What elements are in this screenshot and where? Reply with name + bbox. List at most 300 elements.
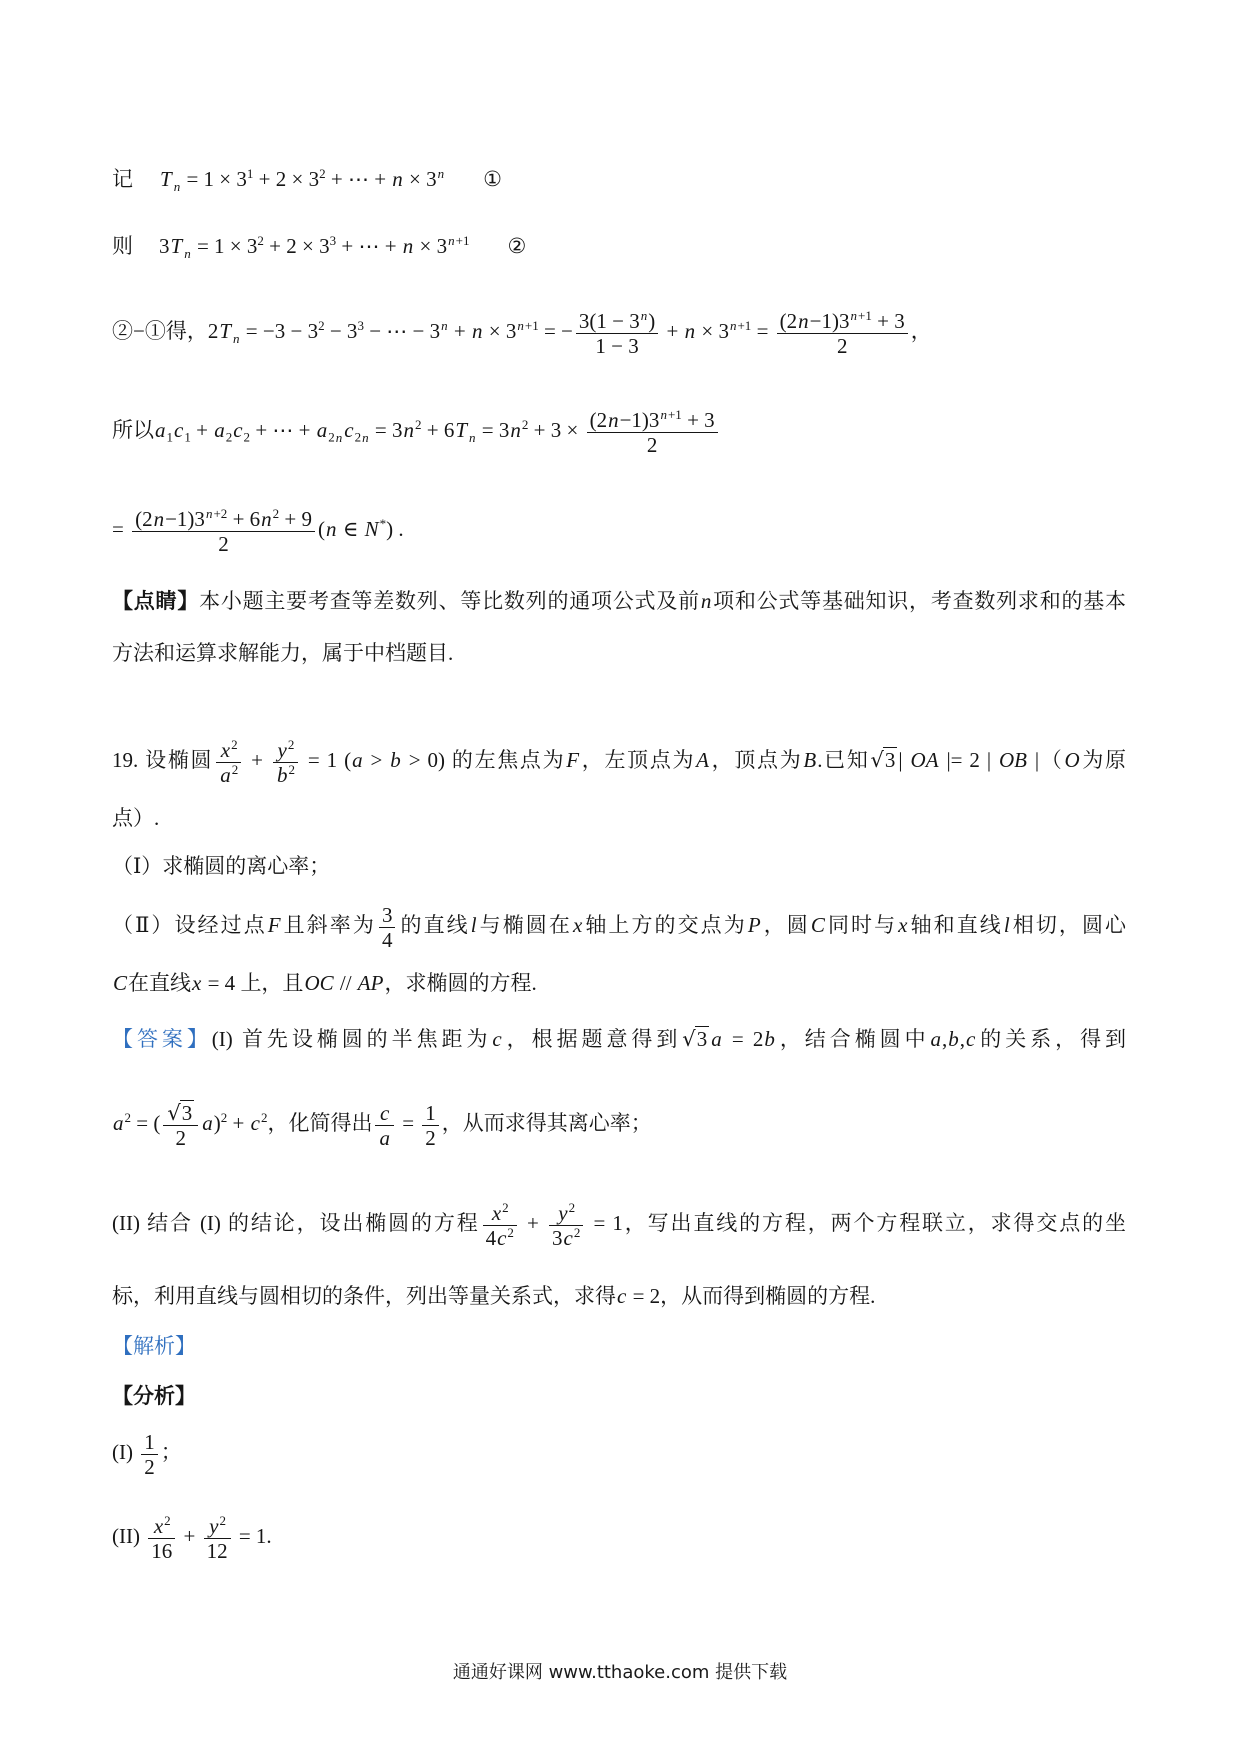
text-run: 2 <box>144 1454 155 1479</box>
math-variable: T <box>219 319 232 343</box>
math-variable: c <box>174 418 184 442</box>
text-run: = <box>396 1111 420 1135</box>
problem-19-part-2-line-2 <box>112 968 1126 998</box>
analysis-heading <box>112 1381 1126 1411</box>
math-variable: n <box>729 318 737 334</box>
math-variable: T <box>160 167 172 191</box>
math-variable: A <box>696 748 709 772</box>
text-run: 3 <box>381 902 393 927</box>
radicand <box>180 1100 195 1125</box>
fraction-numerator <box>273 738 298 763</box>
text-run: ) . <box>386 517 404 541</box>
text-run: ，从而求得其离心率； <box>441 1111 652 1135</box>
text-run: * <box>379 516 387 532</box>
text-run: ，求椭圆的方程. <box>384 971 537 995</box>
text-run: | <box>898 748 910 772</box>
text-run: − 3 <box>324 319 358 343</box>
fraction-numerator <box>587 408 718 433</box>
fraction <box>216 738 241 787</box>
text-run: 为原 <box>1080 748 1127 772</box>
math-variable: x <box>491 1200 502 1225</box>
fraction-numerator <box>422 1101 439 1126</box>
math-variable: x <box>220 737 231 762</box>
math-variable: AP <box>357 971 384 995</box>
math-variable: c <box>233 418 243 442</box>
math-variable: a <box>316 418 328 442</box>
text-run: ，左顶点为 <box>580 748 696 772</box>
equation-subtraction <box>112 307 1126 358</box>
fraction <box>375 1101 394 1150</box>
math-variable: C <box>113 971 128 995</box>
superscript <box>288 762 295 777</box>
fraction-numerator <box>132 507 315 532</box>
text-run: + <box>244 748 270 772</box>
math-variable: n <box>261 506 272 531</box>
text-run: > 0) 的左焦点为 <box>401 748 566 772</box>
text-run: +1 <box>737 318 752 334</box>
text-run: +1 <box>524 318 539 334</box>
math-variable: n <box>608 407 619 432</box>
fraction-numerator <box>777 309 908 334</box>
radical-sign: √ <box>870 748 884 772</box>
math-variable: c <box>492 1027 502 1051</box>
text-run: 12 <box>206 1538 228 1563</box>
text-run: = 1 × 3 <box>181 167 247 191</box>
text-run: (I) <box>112 1440 139 1464</box>
text-run: 同时与 <box>825 913 898 937</box>
text-run: 1 <box>246 166 254 182</box>
math-variable: n <box>184 245 191 261</box>
text-run: 2 <box>260 1110 268 1126</box>
fraction <box>204 1514 231 1563</box>
text-run: ) <box>213 1111 221 1135</box>
text-run: (2 <box>135 506 153 531</box>
fraction-numerator <box>163 1101 198 1126</box>
fraction-denominator <box>375 1126 394 1150</box>
answer-line-4 <box>112 1281 1126 1311</box>
text-run: // <box>334 971 357 995</box>
text-run: 1 − 3 <box>595 333 639 358</box>
text-run: + ⋯ + <box>325 167 392 191</box>
text-run: ，结合椭圆中 <box>775 1027 930 1051</box>
text-run: +1 <box>667 406 682 422</box>
text-run: 2 <box>568 1199 576 1215</box>
fraction-denominator <box>148 1539 175 1563</box>
text-run: 方法和运算求解能力，属于中档题目. <box>112 641 454 665</box>
text-run: ，顶点为 <box>710 748 803 772</box>
math-variable: a <box>202 1111 213 1135</box>
math-variable: x <box>192 971 202 995</box>
text-run: 2 <box>425 1125 436 1150</box>
text-run: ， <box>910 319 932 343</box>
text-run: = 1 × 3 <box>191 234 258 258</box>
text-run: + <box>178 1524 201 1548</box>
text-run: |（ <box>1028 748 1064 772</box>
text-run: −1)3 <box>619 407 660 432</box>
math-variable: c <box>380 1100 390 1125</box>
fraction <box>483 1201 517 1250</box>
fraction-denominator <box>204 1539 231 1563</box>
math-variable: a <box>220 762 231 787</box>
text-run: + 2 × 3 <box>263 234 330 258</box>
text-run: + ⋯ + <box>250 418 316 442</box>
text-run: 2 <box>207 319 219 343</box>
text-run: 2 <box>414 417 422 433</box>
text-run: = <box>751 319 774 343</box>
text-run: 2 <box>124 1110 132 1126</box>
superscript <box>231 737 238 752</box>
fraction-denominator <box>422 1126 439 1150</box>
problem-19-line-1 <box>112 736 1127 787</box>
superscript <box>507 1225 514 1240</box>
subscript <box>355 430 370 445</box>
equation-result <box>112 505 1126 556</box>
text-run: = 1 ( <box>300 748 352 772</box>
text-run: (I) 首先设椭圆的半焦距为 <box>211 1027 492 1051</box>
text-run: 2 <box>288 761 295 777</box>
math-variable: n <box>660 406 667 422</box>
math-variable: x <box>898 913 908 937</box>
text-run: 的直线 <box>398 913 470 937</box>
math-variable: a <box>379 1125 390 1150</box>
text-run: 且斜率为 <box>281 913 376 937</box>
problem-19-line-2 <box>112 803 1126 833</box>
math-variable: a <box>711 1027 722 1051</box>
text-run: (2 <box>589 407 608 432</box>
superscript <box>516 318 538 333</box>
radicand <box>883 747 898 772</box>
text-run: (II) <box>112 1524 146 1548</box>
text-run: 3 <box>696 1027 708 1051</box>
answer-line-3 <box>112 1199 1126 1250</box>
text-run: 2 <box>231 761 239 777</box>
section-tag: 【答案】 <box>112 1027 212 1051</box>
fraction <box>587 408 718 457</box>
math-variable: c <box>497 1225 507 1250</box>
text-run: +1 <box>455 233 470 249</box>
fraction <box>132 507 315 556</box>
text-run: + <box>519 1211 546 1235</box>
math-variable: F <box>267 913 281 937</box>
text-run: 3 <box>329 233 337 249</box>
fraction-denominator <box>777 334 908 358</box>
section-tag: 【分析】 <box>112 1384 196 1408</box>
text-run: +1 <box>858 307 872 323</box>
math-variable: N <box>364 517 379 541</box>
equation-number: ① <box>483 167 502 191</box>
text-run: 2 <box>507 1224 514 1240</box>
math-variable: n <box>469 429 476 445</box>
result-part-1 <box>112 1429 1126 1479</box>
math-variable: OB <box>999 748 1027 772</box>
superscript <box>437 166 446 181</box>
math-variable: n <box>510 418 521 442</box>
text-run: （Ⅱ）设经过点 <box>112 913 267 937</box>
text-run: + 3 <box>681 407 715 432</box>
math-variable: n <box>392 167 403 191</box>
comment-paragraph-line-1 <box>112 586 1126 616</box>
text-run: + <box>227 1111 250 1135</box>
math-variable: n <box>437 166 445 182</box>
math-variable: n <box>173 178 181 194</box>
fraction-numerator <box>204 1514 231 1539</box>
math-variable: n <box>153 506 165 531</box>
comment-paragraph-line-2 <box>112 638 1126 668</box>
math-variable: a <box>352 748 363 772</box>
text-run: 相切，圆心 <box>1010 913 1127 937</box>
text-run: 3 <box>884 748 896 772</box>
fraction <box>777 309 908 358</box>
math-variable: n <box>335 429 343 445</box>
text-run: + 3 <box>871 308 905 333</box>
fraction-numerator <box>216 738 241 763</box>
math-variable: n <box>326 517 337 541</box>
math-variable: T <box>170 234 183 258</box>
math-variable: b <box>276 762 288 787</box>
math-variable: c <box>617 1284 627 1308</box>
fraction <box>163 1101 198 1150</box>
fraction-denominator <box>273 763 298 787</box>
superscript <box>288 737 295 752</box>
problem-19-part-2-line-1 <box>112 902 1127 952</box>
text-run: 2 <box>646 432 658 457</box>
text-run: 1 <box>166 429 174 445</box>
text-run: = 1. <box>233 1524 272 1548</box>
text-run: + <box>190 418 214 442</box>
math-variable: c <box>250 1111 260 1135</box>
text-run: ，根据题意得到 <box>502 1027 682 1051</box>
radical-sign: √ <box>682 1027 696 1051</box>
math-variable: C <box>810 913 825 937</box>
text-run: 2 <box>573 1224 581 1240</box>
text-run: × 3 <box>403 167 437 191</box>
square-root <box>681 1027 710 1051</box>
superscript <box>569 1200 576 1215</box>
text-run: 3 <box>552 1225 563 1250</box>
math-variable: n <box>441 318 448 334</box>
superscript <box>640 308 649 323</box>
text-run: + 6 <box>421 418 455 442</box>
math-variable: x <box>153 1513 164 1538</box>
text-run: 项和公式等基础知识，考查数列求和的基本 <box>712 589 1127 613</box>
text-run: 1 <box>425 1100 436 1125</box>
fraction-denominator <box>141 1455 158 1479</box>
math-variable: n <box>233 330 240 346</box>
equation-3tn <box>112 231 1126 261</box>
text-run: 轴和直线 <box>908 913 1003 937</box>
answer-line-2 <box>112 1100 1126 1150</box>
text-run: + 6 <box>227 506 261 531</box>
math-variable: n <box>640 307 648 323</box>
text-run: 4 <box>381 927 393 952</box>
text-run: = ( <box>131 1111 161 1135</box>
math-variable: y <box>277 737 287 762</box>
fraction <box>549 1201 583 1250</box>
text-run: （Ⅰ）求椭圆的离心率； <box>112 854 331 878</box>
superscript <box>164 1513 171 1528</box>
fraction <box>273 738 298 787</box>
text-run: − ⋯ − 3 <box>363 319 441 343</box>
text-run: 2 <box>836 333 848 358</box>
equation-sum <box>112 406 1126 457</box>
text-run: ( <box>318 517 326 541</box>
text-run: 在直线 <box>128 971 192 995</box>
math-variable: n <box>517 318 524 334</box>
equation-tn-definition <box>112 164 1126 194</box>
text-run: 2 <box>220 1110 228 1126</box>
fraction-numerator <box>148 1514 175 1539</box>
math-variable: n <box>850 307 858 323</box>
text-run: 3 <box>181 1100 193 1125</box>
math-variable: n <box>362 429 369 445</box>
text-run: 2 <box>287 736 295 752</box>
math-variable: l <box>1003 913 1010 937</box>
text-run: 2 <box>219 1512 226 1528</box>
text-run: 2 <box>218 531 229 556</box>
subscript <box>183 246 192 261</box>
text-run: + 2 × 3 <box>253 167 320 191</box>
text-run: , <box>959 1027 966 1051</box>
result-part-2 <box>112 1512 1126 1563</box>
text-run: = 4 <box>202 971 241 995</box>
text-run: −1)3 <box>165 506 205 531</box>
problem-19-part-1 <box>112 851 1126 881</box>
text-run: .已知 <box>817 748 870 772</box>
fraction-denominator <box>483 1226 517 1250</box>
text-run: 2 <box>318 318 325 334</box>
text-run: × 3 <box>483 319 517 343</box>
text-run: 3(1 − 3 <box>578 308 640 333</box>
math-variable: OC <box>304 971 334 995</box>
text-run: = −3 − 3 <box>240 319 319 343</box>
superscript <box>850 308 872 323</box>
text-run: 3 <box>357 318 364 334</box>
fraction <box>148 1514 175 1563</box>
math-variable: c <box>563 1225 573 1250</box>
fraction-denominator <box>216 763 241 787</box>
text-run: +2 <box>213 505 228 521</box>
math-variable: O <box>1064 748 1080 772</box>
text-run: × 3 <box>696 319 729 343</box>
math-variable: a <box>930 1027 942 1051</box>
math-variable: F <box>566 748 580 772</box>
math-variable: l <box>470 913 477 937</box>
math-variable: n <box>798 308 809 333</box>
text-run: 2 <box>272 505 280 521</box>
text-run: + <box>661 319 684 343</box>
math-variable: a <box>155 418 166 442</box>
superscript <box>659 407 681 422</box>
line-label: 则 <box>112 234 133 258</box>
text-run: ，圆 <box>761 913 810 937</box>
fraction-numerator <box>549 1201 583 1226</box>
fraction-numerator <box>375 1101 394 1126</box>
text-run: 19. 设椭圆 <box>112 748 214 772</box>
text-run: 2 <box>502 1199 509 1215</box>
text-run: 1 <box>144 1429 155 1454</box>
text-run: 点）. <box>112 806 160 830</box>
math-variable: n <box>700 589 712 613</box>
text-run: 上，且 <box>240 971 304 995</box>
fraction-numerator <box>379 903 396 928</box>
text-run: + ⋯ + <box>336 234 402 258</box>
text-run: 2 <box>164 1512 171 1528</box>
fraction <box>422 1101 439 1150</box>
math-variable: b <box>764 1027 775 1051</box>
text-run: 2 <box>231 736 238 752</box>
text-run: 所以 <box>112 418 154 442</box>
fraction-numerator <box>141 1430 158 1455</box>
text-run: = 3 <box>476 418 510 442</box>
text-run: × 3 <box>414 234 448 258</box>
fraction-denominator <box>163 1126 198 1150</box>
fraction-denominator <box>549 1226 583 1250</box>
fraction-numerator <box>576 309 658 334</box>
equation-number: ② <box>507 234 527 258</box>
text-run: −1)3 <box>809 308 850 333</box>
text-run: 2 <box>319 166 326 182</box>
fraction-denominator <box>379 928 396 952</box>
text-run: 2 <box>175 1125 187 1150</box>
fraction-numerator <box>483 1201 517 1226</box>
math-variable: y <box>209 1513 219 1538</box>
solution-heading <box>112 1331 1126 1361</box>
math-variable: n <box>472 319 483 343</box>
math-variable: n <box>448 233 455 249</box>
subscript <box>468 430 477 445</box>
text-run: 1 <box>184 429 191 445</box>
math-variable: OA <box>910 748 939 772</box>
text-run: + <box>448 319 471 343</box>
text-run: 16 <box>151 1538 173 1563</box>
text-run: 2 <box>328 429 335 445</box>
text-run: 轴上方的交点为 <box>583 913 747 937</box>
math-variable: b <box>390 748 401 772</box>
superscript <box>232 762 239 777</box>
math-variable: n <box>403 418 414 442</box>
superscript <box>440 318 449 333</box>
text-run: 2 <box>354 429 362 445</box>
fraction-denominator <box>132 532 315 556</box>
math-variable: x <box>572 913 583 937</box>
math-variable: a <box>113 1111 124 1135</box>
text-run: , <box>942 1027 948 1051</box>
text-run: 的关系，得到 <box>976 1027 1127 1051</box>
text-run: > <box>363 748 390 772</box>
text-run: ②−①得， <box>112 319 208 343</box>
math-variable: c <box>344 418 354 442</box>
math-variable: P <box>747 913 761 937</box>
answer-line-1 <box>112 1024 1126 1054</box>
math-variable: n <box>205 505 213 521</box>
math-variable: n <box>684 319 696 343</box>
text-run: 2 <box>243 429 251 445</box>
superscript <box>574 1225 581 1240</box>
superscript <box>219 1513 226 1528</box>
text-run: 本小题主要考查等差数列、等比数列的通项公式及前 <box>199 589 700 613</box>
fraction <box>576 309 658 358</box>
subscript <box>232 331 241 346</box>
fraction-denominator <box>587 433 718 457</box>
math-variable: B <box>803 748 817 772</box>
fraction <box>141 1430 158 1479</box>
math-variable: y <box>558 1200 568 1225</box>
text-run: ) <box>648 308 656 333</box>
math-variable: T <box>455 418 468 442</box>
superscript <box>447 233 469 248</box>
text-run: 2 <box>257 233 264 249</box>
text-run: ，化简得出 <box>267 1111 373 1135</box>
